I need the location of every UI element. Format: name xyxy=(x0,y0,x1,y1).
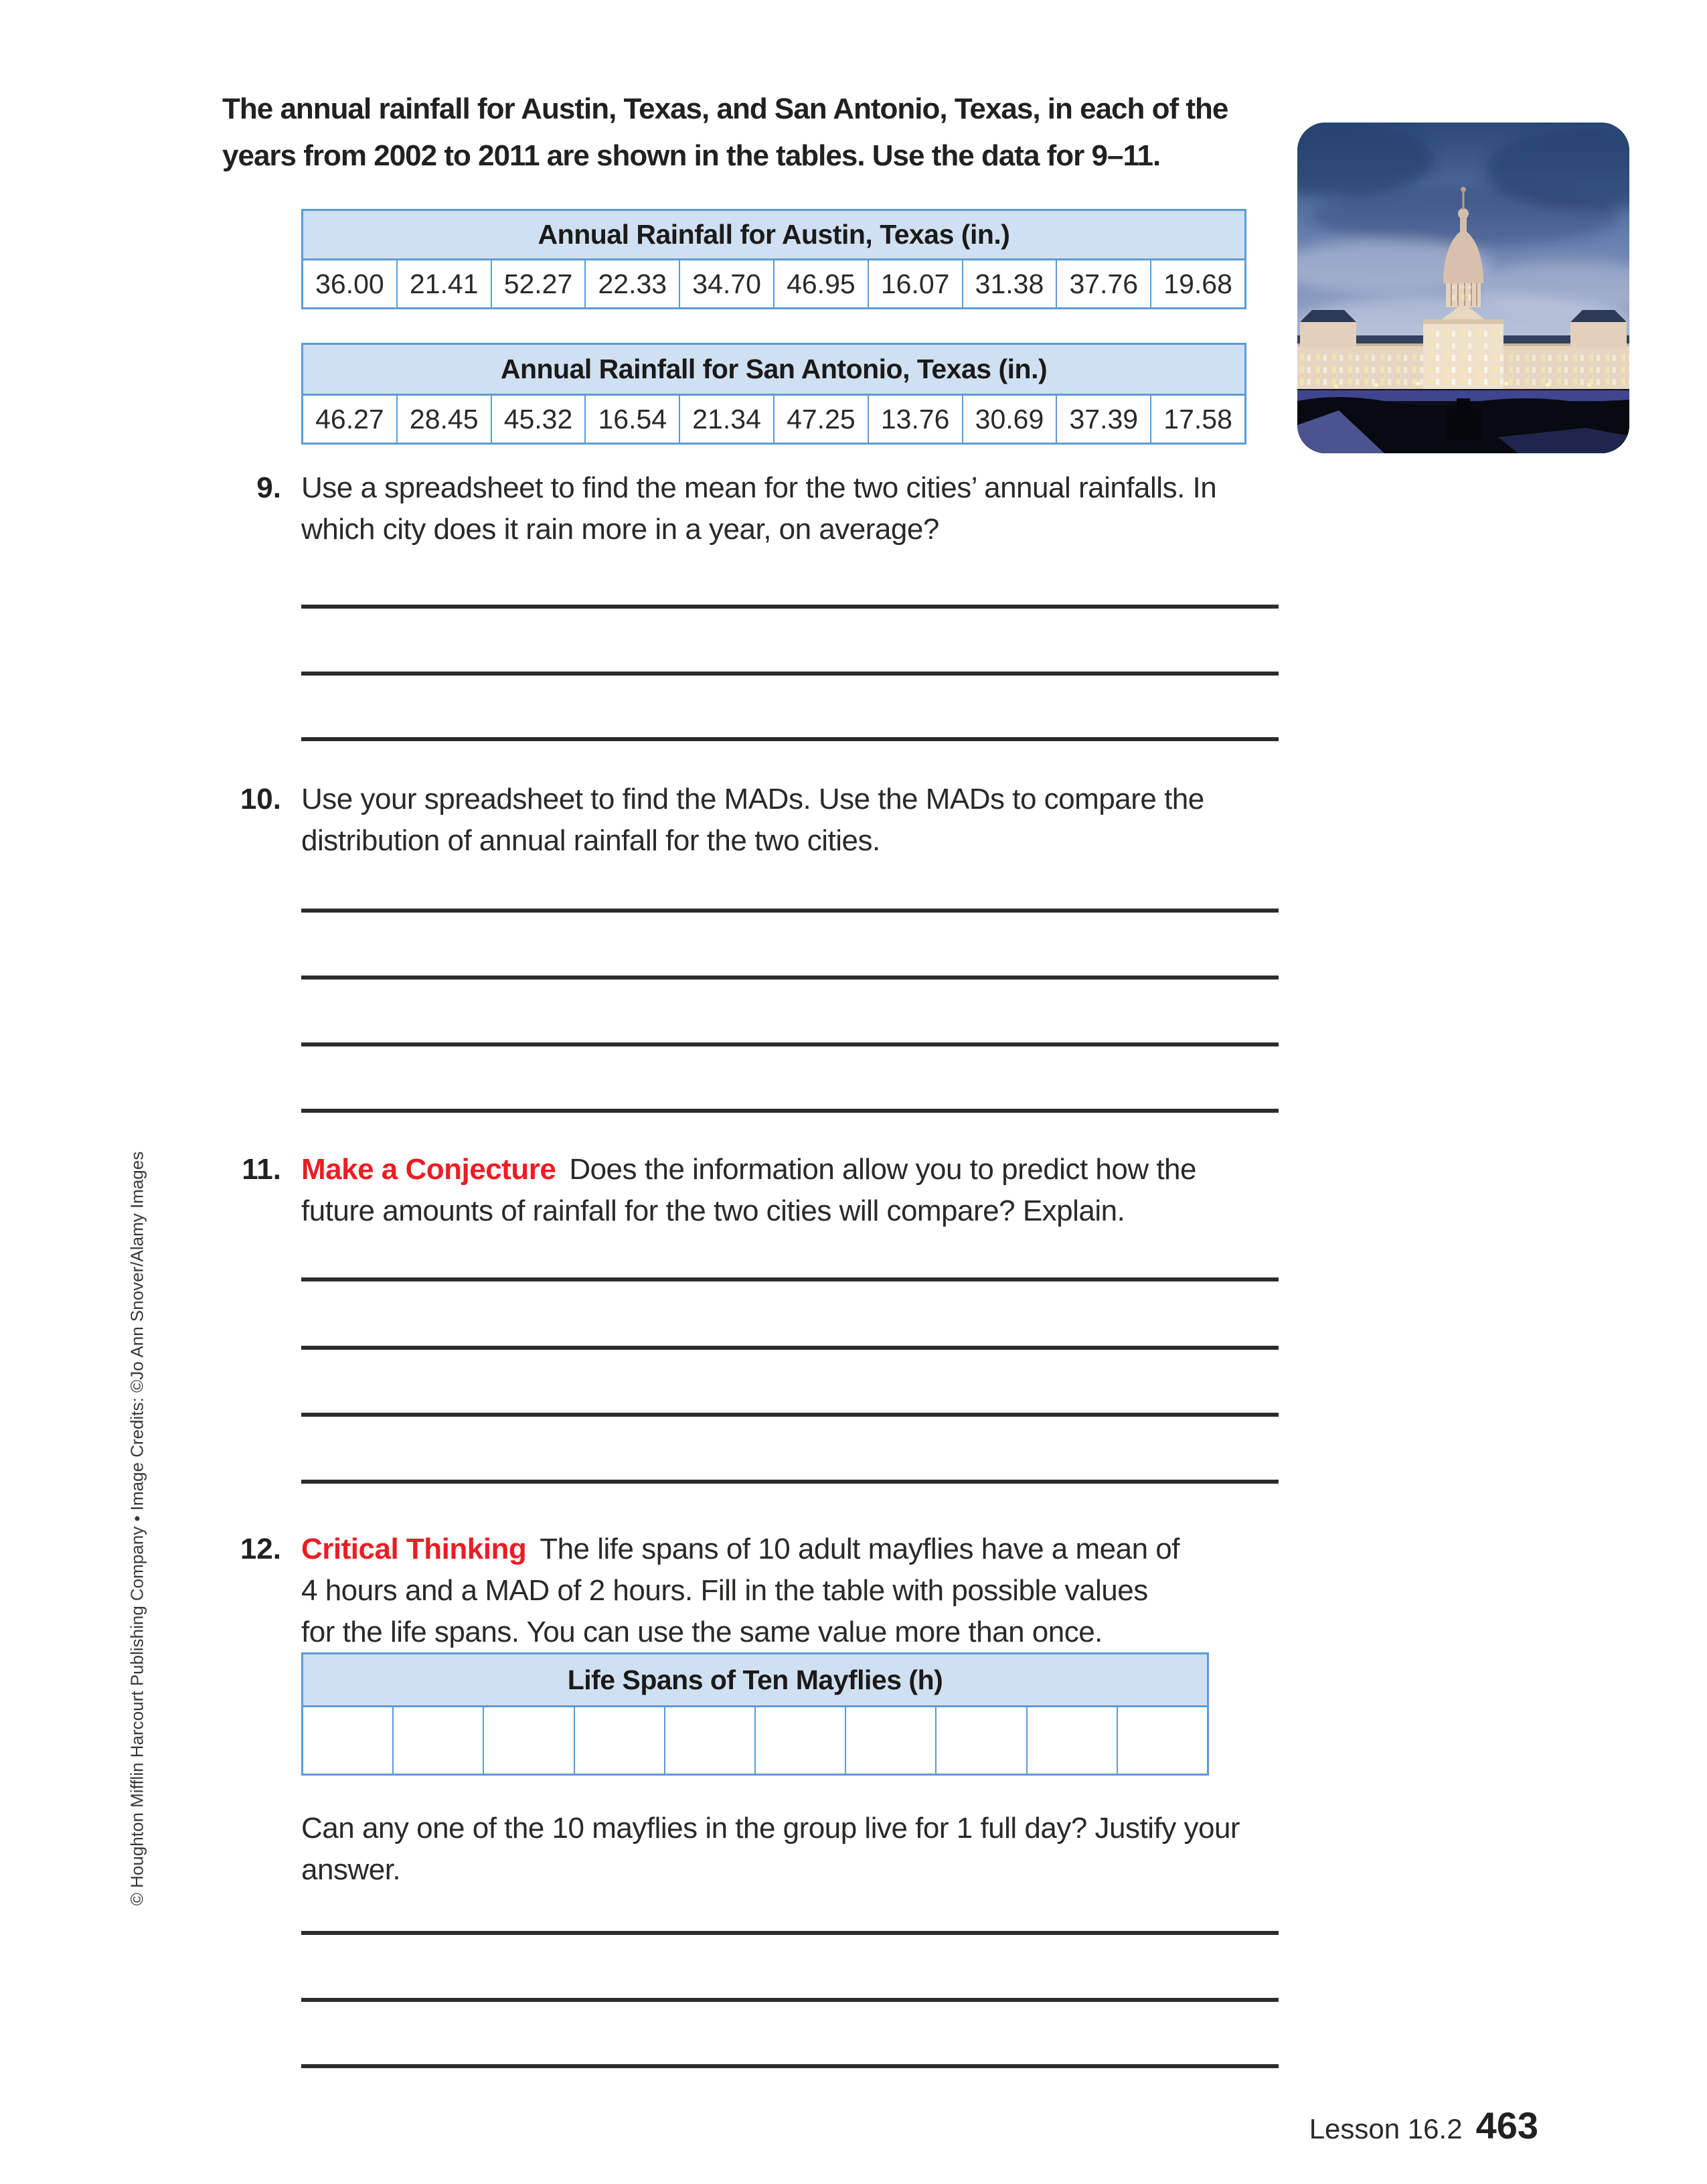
question-12-followup-line-1: Can any one of the 10 mayflies in the group live for 1 full day? Justify your xyxy=(301,1812,1240,1845)
question-12-line-2: 4 hours and a MAD of 2 hours. Fill in the table with possible values xyxy=(301,1574,1148,1607)
question-12-line-3: for the life spans. You can use the same value more than once. xyxy=(301,1616,1103,1648)
intro-line-2: years from 2002 to 2011 are shown in the tables. Use the data for 9–11. xyxy=(222,139,1161,172)
question-10-number: 10. xyxy=(240,783,281,815)
fill-in-cell[interactable] xyxy=(754,1707,845,1774)
table-cell: 37.76 xyxy=(1056,260,1150,307)
answer-line[interactable] xyxy=(301,976,1279,980)
make-a-conjecture-label: Make a Conjecture xyxy=(301,1153,556,1186)
table-cell: 19.68 xyxy=(1150,260,1244,307)
answer-line[interactable] xyxy=(301,605,1279,609)
question-11-line-1-text: Does the information allow you to predict how the xyxy=(569,1153,1197,1186)
question-10-text xyxy=(301,779,1346,862)
question-9-text xyxy=(301,467,1346,550)
table-cell: 36.00 xyxy=(315,268,384,299)
question-9-line-1: Use a spreadsheet to find the mean for the two cities’ annual rainfalls. In xyxy=(301,471,1217,504)
question-12-line-1 xyxy=(301,1529,1346,1570)
table-cell: 16.07 xyxy=(868,260,962,307)
question-11-number: 11. xyxy=(242,1153,281,1186)
question-11-line-2: future amounts of rainfall for the two cities will compare? Explain. xyxy=(301,1194,1125,1227)
fill-in-cell[interactable] xyxy=(303,1707,392,1774)
copyright-credit: © Houghton Mifflin Harcourt Publishing Company • Image Credits: ©Jo Ann Snover/Alamy Images xyxy=(127,1151,147,1906)
capitol-dusk-illustration xyxy=(1297,123,1629,453)
fill-in-cell[interactable] xyxy=(392,1707,483,1774)
question-11-text xyxy=(301,1149,1346,1232)
question-10-line-2: distribution of annual rainfall for the two cities. xyxy=(301,824,880,857)
table-cell: 28.45 xyxy=(396,396,491,443)
fill-in-cell[interactable] xyxy=(1117,1707,1207,1774)
table-cell: 17.58 xyxy=(1150,396,1244,443)
answer-line[interactable] xyxy=(301,1346,1279,1350)
question-10-line-1: Use your spreadsheet to find the MADs. Use the MADs to compare the xyxy=(301,783,1204,815)
texas-capitol-photo xyxy=(1297,123,1629,453)
question-12-line-1-text: The life spans of 10 adult mayflies have a mean of xyxy=(540,1533,1180,1565)
austin-table-values-row xyxy=(303,260,1244,307)
critical-thinking-label: Critical Thinking xyxy=(301,1533,527,1565)
table-cell: 47.25 xyxy=(773,396,868,443)
question-12-followup-text xyxy=(301,1808,1346,1891)
answer-line[interactable] xyxy=(301,1042,1279,1046)
table-cell: 13.76 xyxy=(868,396,962,443)
mayflies-lifespan-table xyxy=(301,1652,1209,1776)
table-cell: 45.32 xyxy=(491,396,585,443)
answer-line[interactable] xyxy=(301,909,1279,913)
intro-paragraph xyxy=(222,86,1293,179)
fill-in-cell[interactable] xyxy=(664,1707,754,1774)
mayflies-table-blank-row xyxy=(303,1707,1207,1774)
question-9-line-2: which city does it rain more in a year, on average? xyxy=(301,513,939,546)
table-cell: 46.95 xyxy=(773,260,868,307)
question-9-number: 9. xyxy=(256,471,281,504)
answer-line[interactable] xyxy=(301,672,1279,676)
table-cell: 21.34 xyxy=(679,396,773,443)
foreground xyxy=(1297,382,1629,453)
table-cell: 34.70 xyxy=(679,260,773,307)
question-12-followup-line-2: answer. xyxy=(301,1853,401,1886)
answer-line[interactable] xyxy=(301,1998,1279,2002)
question-12-number: 12. xyxy=(240,1533,281,1565)
austin-table-title: Annual Rainfall for Austin, Texas (in.) xyxy=(303,211,1244,260)
table-cell: 16.54 xyxy=(584,396,679,443)
table-cell: 52.27 xyxy=(491,260,585,307)
answer-line[interactable] xyxy=(301,1413,1279,1417)
table-cell: 37.39 xyxy=(1056,396,1150,443)
table-cell: 22.33 xyxy=(584,260,679,307)
question-12-text xyxy=(301,1529,1346,1653)
fill-in-cell[interactable] xyxy=(1026,1707,1117,1774)
fill-in-cell[interactable] xyxy=(483,1707,573,1774)
intro-line-1: The annual rainfall for Austin, Texas, and San Antonio, Texas, in each of the xyxy=(222,92,1228,125)
fill-in-cell[interactable] xyxy=(935,1707,1026,1774)
fill-in-cell[interactable] xyxy=(845,1707,935,1774)
table-cell: 46.27 xyxy=(315,403,384,435)
fill-in-cell[interactable] xyxy=(574,1707,664,1774)
san-antonio-table-title: Annual Rainfall for San Antonio, Texas (in.) xyxy=(303,345,1244,396)
san-antonio-table-values-row xyxy=(303,396,1244,443)
mayflies-table-title: Life Spans of Ten Mayflies (h) xyxy=(303,1654,1207,1707)
answer-line[interactable] xyxy=(301,2064,1279,2068)
answer-line[interactable] xyxy=(301,1277,1279,1281)
answer-line[interactable] xyxy=(301,1109,1279,1113)
table-cell: 31.38 xyxy=(962,260,1056,307)
page-footer xyxy=(1309,2104,1538,2147)
lesson-label: Lesson 16.2 xyxy=(1309,2113,1463,2144)
answer-line[interactable] xyxy=(301,737,1279,741)
question-11-line-1 xyxy=(301,1149,1346,1190)
san-antonio-rainfall-table xyxy=(301,343,1246,445)
answer-line[interactable] xyxy=(301,1931,1279,1935)
table-cell: 30.69 xyxy=(962,396,1056,443)
austin-rainfall-table xyxy=(301,209,1246,309)
answer-line[interactable] xyxy=(301,1480,1279,1484)
table-cell: 21.41 xyxy=(396,260,491,307)
page-number: 463 xyxy=(1475,2104,1538,2147)
